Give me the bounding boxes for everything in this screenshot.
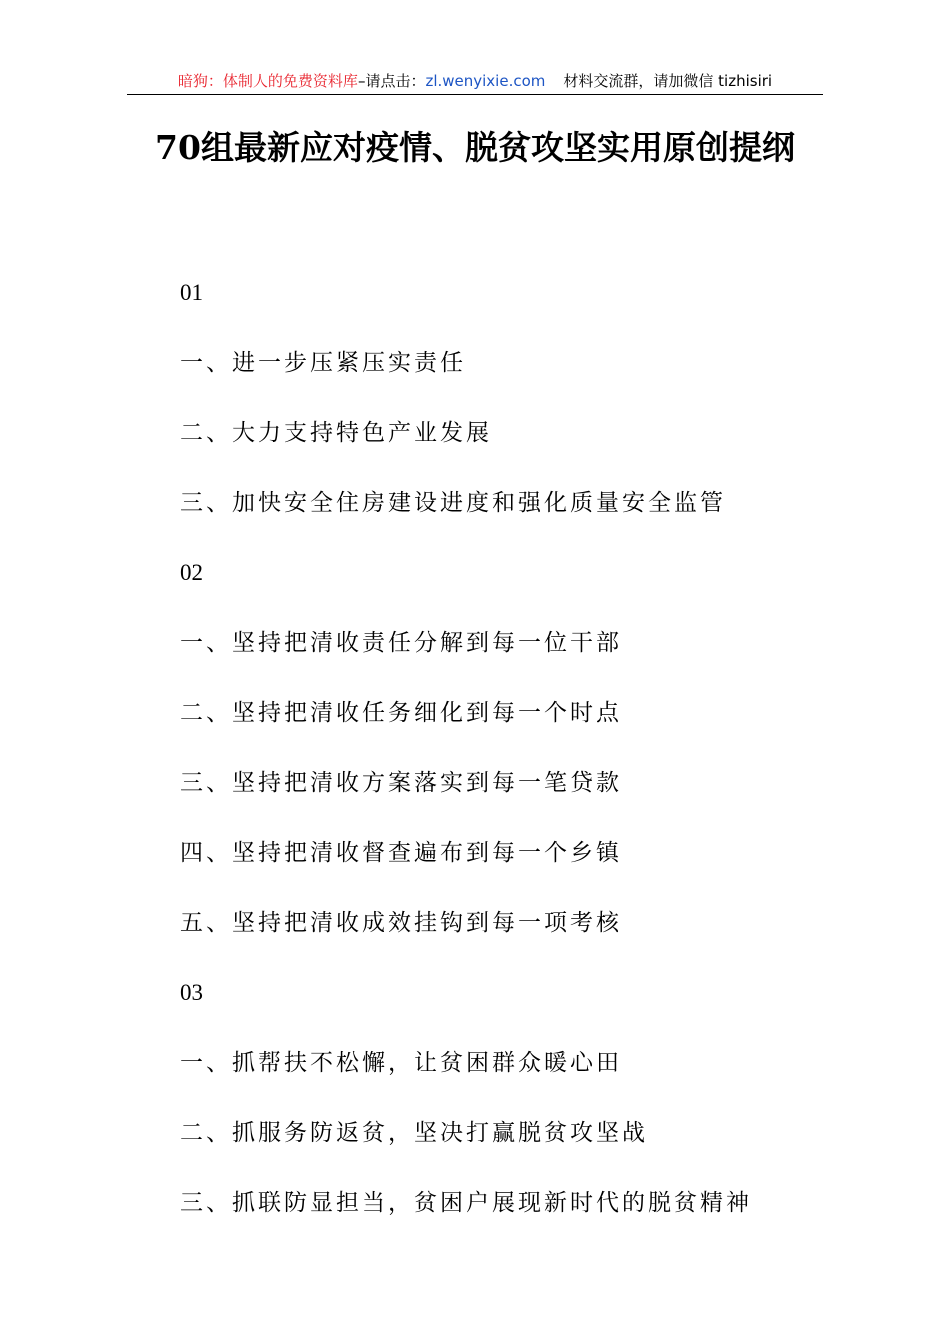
outline-item: 三、坚持把清收方案落实到每一笔贷款 <box>180 770 622 796</box>
header-brand-text: 暗狗：体制人的免费资料库 <box>177 72 358 90</box>
outline-content <box>180 275 880 1255</box>
page-title: 70组最新应对疫情、脱贫攻坚实用原创提纲 <box>155 128 795 167</box>
outline-item: 五、坚持把清收成效挂钩到每一项考核 <box>180 910 622 936</box>
header-url-link[interactable]: zl.wenyixie.com <box>425 72 546 90</box>
outline-item: 二、坚持把清收任务细化到每一个时点 <box>180 700 622 726</box>
outline-item: 三、抓联防显担当，贫困户展现新时代的脱贫精神 <box>180 1190 752 1216</box>
outline-item: 一、抓帮扶不松懈，让贫困群众暖心田 <box>180 1050 622 1076</box>
outline-item: 四、坚持把清收督查遍布到每一个乡镇 <box>180 840 622 866</box>
outline-item: 一、坚持把清收责任分解到每一位干部 <box>180 630 622 656</box>
header-contact-text: 材料交流群，请加微信 tizhisiri <box>563 72 773 90</box>
header-prompt-text: –请点击： <box>357 72 426 90</box>
group-number-03: 03 <box>180 980 203 1005</box>
outline-item: 二、抓服务防返贫，坚决打赢脱贫攻坚战 <box>180 1120 648 1146</box>
outline-item: 三、加快安全住房建设进度和强化质量安全监管 <box>180 490 726 516</box>
page-header <box>127 68 823 95</box>
group-number-02: 02 <box>180 560 203 585</box>
group-number-01: 01 <box>180 280 203 305</box>
outline-item: 一、进一步压紧压实责任 <box>180 350 466 376</box>
outline-item: 二、大力支持特色产业发展 <box>180 420 492 446</box>
